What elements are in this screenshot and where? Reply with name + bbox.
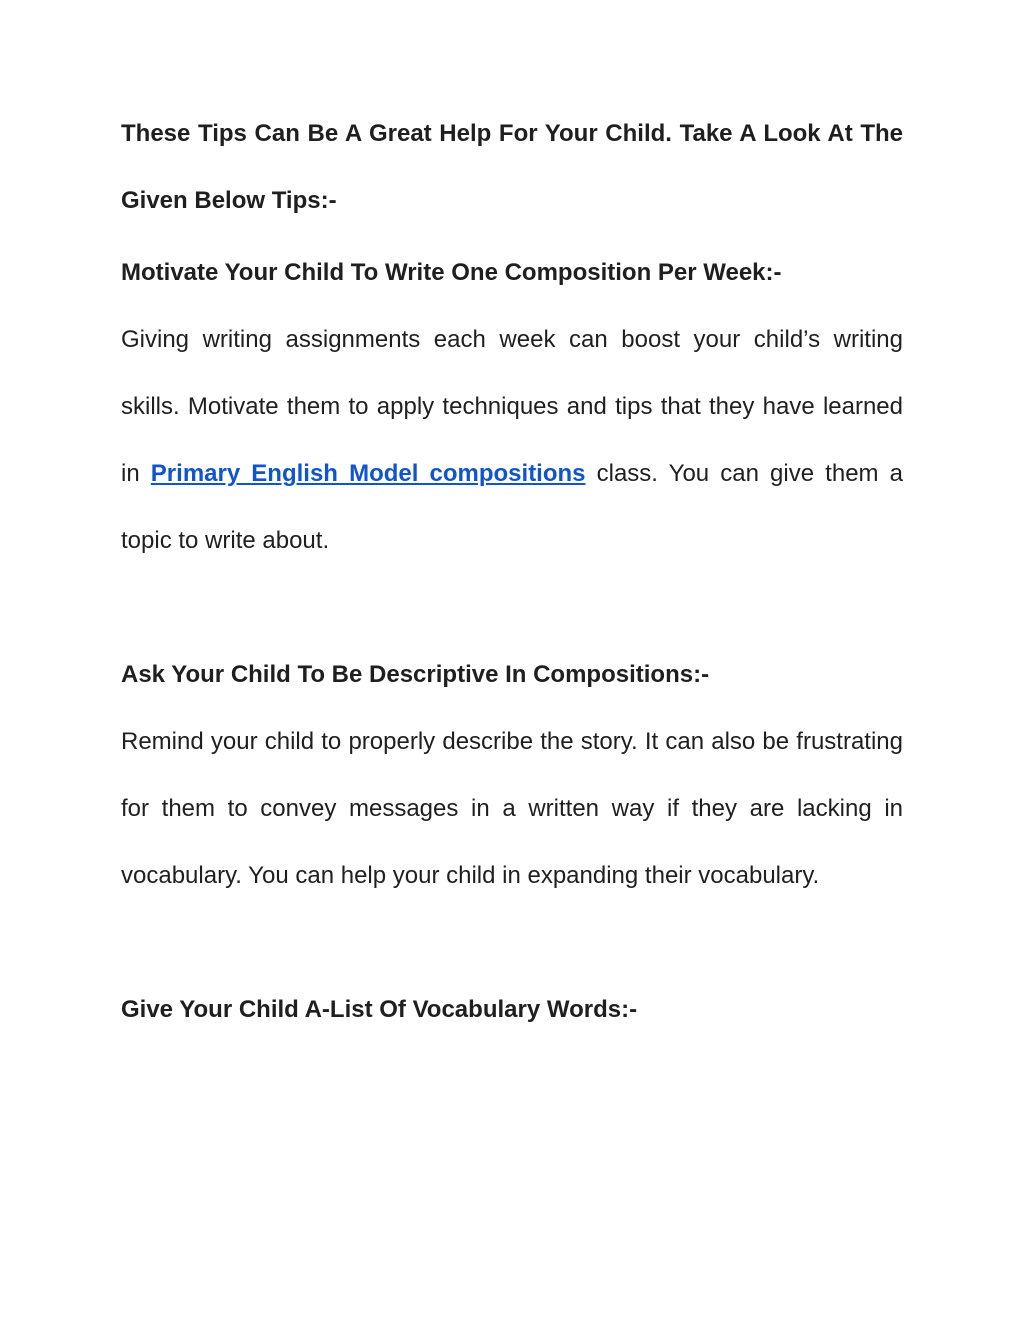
document-page	[121, 100, 903, 1043]
spacer	[121, 909, 903, 976]
primary-english-model-compositions-link[interactable]: Primary English Model compositions	[150, 460, 586, 487]
paragraph-text-after-link: class. You can give them a topic to write about.	[121, 460, 903, 554]
intro-heading: These Tips Can Be A Great Help For Your Child. Take A Look At The Given Below Tips:-	[121, 120, 903, 214]
section-paragraph-descriptive: Remind your child to properly describe the story. It can also be frustrating for them to convey messages in a written way if they are lacking in vocabulary. You can help your child in expanding their vocabulary.	[121, 728, 903, 889]
section-heading-vocabulary: Give Your Child A-List Of Vocabulary Words:-	[121, 996, 638, 1023]
paragraph-text-before-link: Giving writing assignments each week can boost your child’s writing skills. Motivate them to apply techniques and tips that they have learned in	[121, 326, 903, 487]
section-heading-motivate: Motivate Your Child To Write One Composition Per Week:-	[121, 259, 782, 286]
section-heading-descriptive: Ask Your Child To Be Descriptive In Compositions:-	[121, 661, 710, 688]
spacer	[121, 574, 903, 641]
section-paragraph-motivate	[121, 306, 903, 574]
